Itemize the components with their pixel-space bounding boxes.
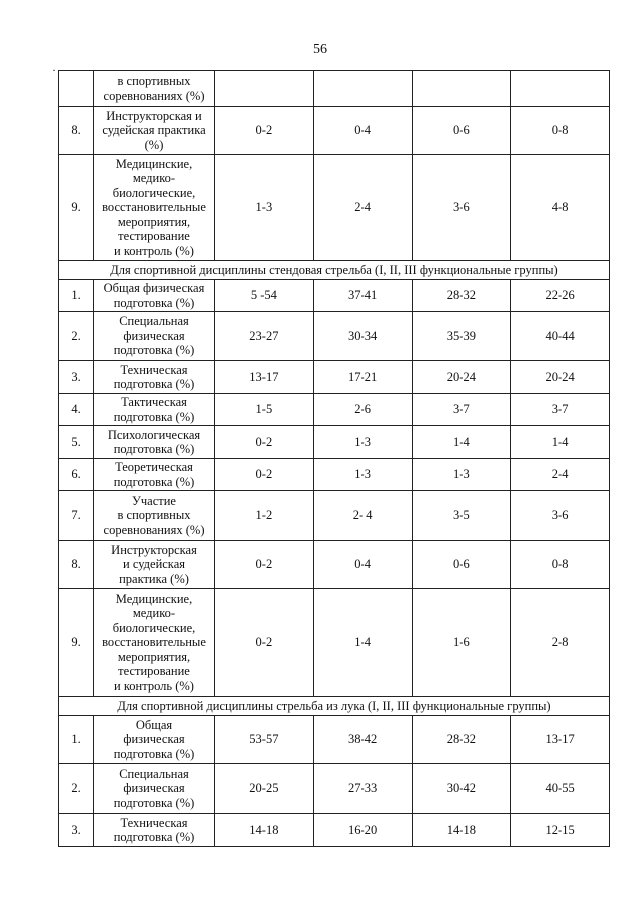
stage-value-cell-1: 5 -54 [215,280,314,312]
stage-value-cell-4: 13-17 [511,716,610,764]
stage-value-cell-1: 14-18 [215,814,314,847]
stage-value-cell-3: 28-32 [412,716,511,764]
training-type-cell: Специальная физическая подготовка (%) [94,312,215,361]
stage-value-cell-4: 2-8 [511,589,610,697]
stage-value-cell-1: 1-3 [215,155,314,261]
row-number: 5. [59,426,94,459]
table-row [59,280,610,312]
stage-value-cell-1: 0-2 [215,459,314,491]
stage-value-cell-3: 20-24 [412,361,511,394]
table-row [59,716,610,764]
scan-mark: · [52,63,56,77]
stage-value-cell-1: 0-2 [215,589,314,697]
table-row [59,107,610,155]
stage-value-cell-2: 17-21 [313,361,412,394]
stage-value-cell-1: 0-2 [215,541,314,589]
table-row [59,155,610,261]
stage-value-cell-3: 3-5 [412,491,511,541]
stage-value-cell-2: 37-41 [313,280,412,312]
stage-value-cell-2: 0-4 [313,541,412,589]
row-number: 2. [59,312,94,361]
stage-value-cell-1: 53-57 [215,716,314,764]
row-number: 1. [59,280,94,312]
table-row [59,361,610,394]
stage-value-cell-4 [511,71,610,107]
table-row [59,459,610,491]
stage-value-cell-1: 1-2 [215,491,314,541]
training-type-cell: Медицинские, медико- биологические, восстановительные мероприятия, тестирование и контроль (%) [94,589,215,697]
table-row [59,394,610,426]
stage-value-cell-2: 16-20 [313,814,412,847]
training-plan-body [59,71,610,847]
section-title: Для спортивной дисциплины стендовая стрельба (I, II, III функциональные группы) [59,261,610,280]
training-type-cell: Теоретическая подготовка (%) [94,459,215,491]
stage-value-cell-2 [313,71,412,107]
table-row [59,764,610,814]
stage-value-cell-3: 30-42 [412,764,511,814]
training-type-cell: Техническая подготовка (%) [94,814,215,847]
training-type-cell: Инструкторская и судейская практика (%) [94,107,215,155]
table-row [59,541,610,589]
row-number: 8. [59,541,94,589]
stage-value-cell-3 [412,71,511,107]
training-type-cell: Общая физическая подготовка (%) [94,716,215,764]
row-number: 8. [59,107,94,155]
table-row [59,71,610,107]
table-row [59,426,610,459]
stage-value-cell-1: 0-2 [215,426,314,459]
table-row [59,491,610,541]
row-number: 9. [59,155,94,261]
training-type-cell: Инструкторская и судейская практика (%) [94,541,215,589]
stage-value-cell-2: 2-4 [313,155,412,261]
stage-value-cell-1: 20-25 [215,764,314,814]
table-row [59,312,610,361]
stage-value-cell-2: 1-4 [313,589,412,697]
stage-value-cell-3: 3-6 [412,155,511,261]
training-type-cell: Техническая подготовка (%) [94,361,215,394]
training-type-cell: Психологическая подготовка (%) [94,426,215,459]
stage-value-cell-2: 0-4 [313,107,412,155]
row-number: 3. [59,361,94,394]
stage-value-cell-3: 1-6 [412,589,511,697]
stage-value-cell-3: 1-3 [412,459,511,491]
stage-value-cell-3: 28-32 [412,280,511,312]
row-number: 6. [59,459,94,491]
row-number: 1. [59,716,94,764]
table-row [59,814,610,847]
stage-value-cell-4: 22-26 [511,280,610,312]
row-number: 7. [59,491,94,541]
stage-value-cell-2: 2- 4 [313,491,412,541]
stage-value-cell-3: 0-6 [412,541,511,589]
row-number: 3. [59,814,94,847]
stage-value-cell-3: 3-7 [412,394,511,426]
stage-value-cell-2: 38-42 [313,716,412,764]
stage-value-cell-2: 1-3 [313,426,412,459]
row-number: 4. [59,394,94,426]
stage-value-cell-3: 35-39 [412,312,511,361]
stage-value-cell-1: 23-27 [215,312,314,361]
training-type-cell: в спортивных соревнованиях (%) [94,71,215,107]
training-plan-table [58,70,610,847]
training-type-cell: Тактическая подготовка (%) [94,394,215,426]
stage-value-cell-3: 14-18 [412,814,511,847]
row-number [59,71,94,107]
stage-value-cell-3: 0-6 [412,107,511,155]
training-type-cell: Специальная физическая подготовка (%) [94,764,215,814]
stage-value-cell-1 [215,71,314,107]
stage-value-cell-2: 2-6 [313,394,412,426]
stage-value-cell-4: 0-8 [511,107,610,155]
stage-value-cell-4: 2-4 [511,459,610,491]
stage-value-cell-3: 1-4 [412,426,511,459]
stage-value-cell-4: 40-55 [511,764,610,814]
training-type-cell: Медицинские, медико- биологические, восстановительные мероприятия, тестирование и контроль (%) [94,155,215,261]
stage-value-cell-4: 1-4 [511,426,610,459]
stage-value-cell-4: 12-15 [511,814,610,847]
stage-value-cell-2: 30-34 [313,312,412,361]
stage-value-cell-1: 1-5 [215,394,314,426]
page-number: 56 [313,42,327,57]
stage-value-cell-4: 40-44 [511,312,610,361]
training-type-cell: Участие в спортивных соревнованиях (%) [94,491,215,541]
row-number: 2. [59,764,94,814]
stage-value-cell-4: 4-8 [511,155,610,261]
stage-value-cell-4: 3-7 [511,394,610,426]
stage-value-cell-1: 13-17 [215,361,314,394]
stage-value-cell-2: 1-3 [313,459,412,491]
stage-value-cell-1: 0-2 [215,107,314,155]
stage-value-cell-4: 20-24 [511,361,610,394]
training-type-cell: Общая физическая подготовка (%) [94,280,215,312]
section-header-row [59,697,610,716]
section-title: Для спортивной дисциплины стрельба из лука (I, II, III функциональные группы) [59,697,610,716]
stage-value-cell-4: 3-6 [511,491,610,541]
table-row [59,589,610,697]
section-header-row [59,261,610,280]
stage-value-cell-2: 27-33 [313,764,412,814]
stage-value-cell-4: 0-8 [511,541,610,589]
row-number: 9. [59,589,94,697]
